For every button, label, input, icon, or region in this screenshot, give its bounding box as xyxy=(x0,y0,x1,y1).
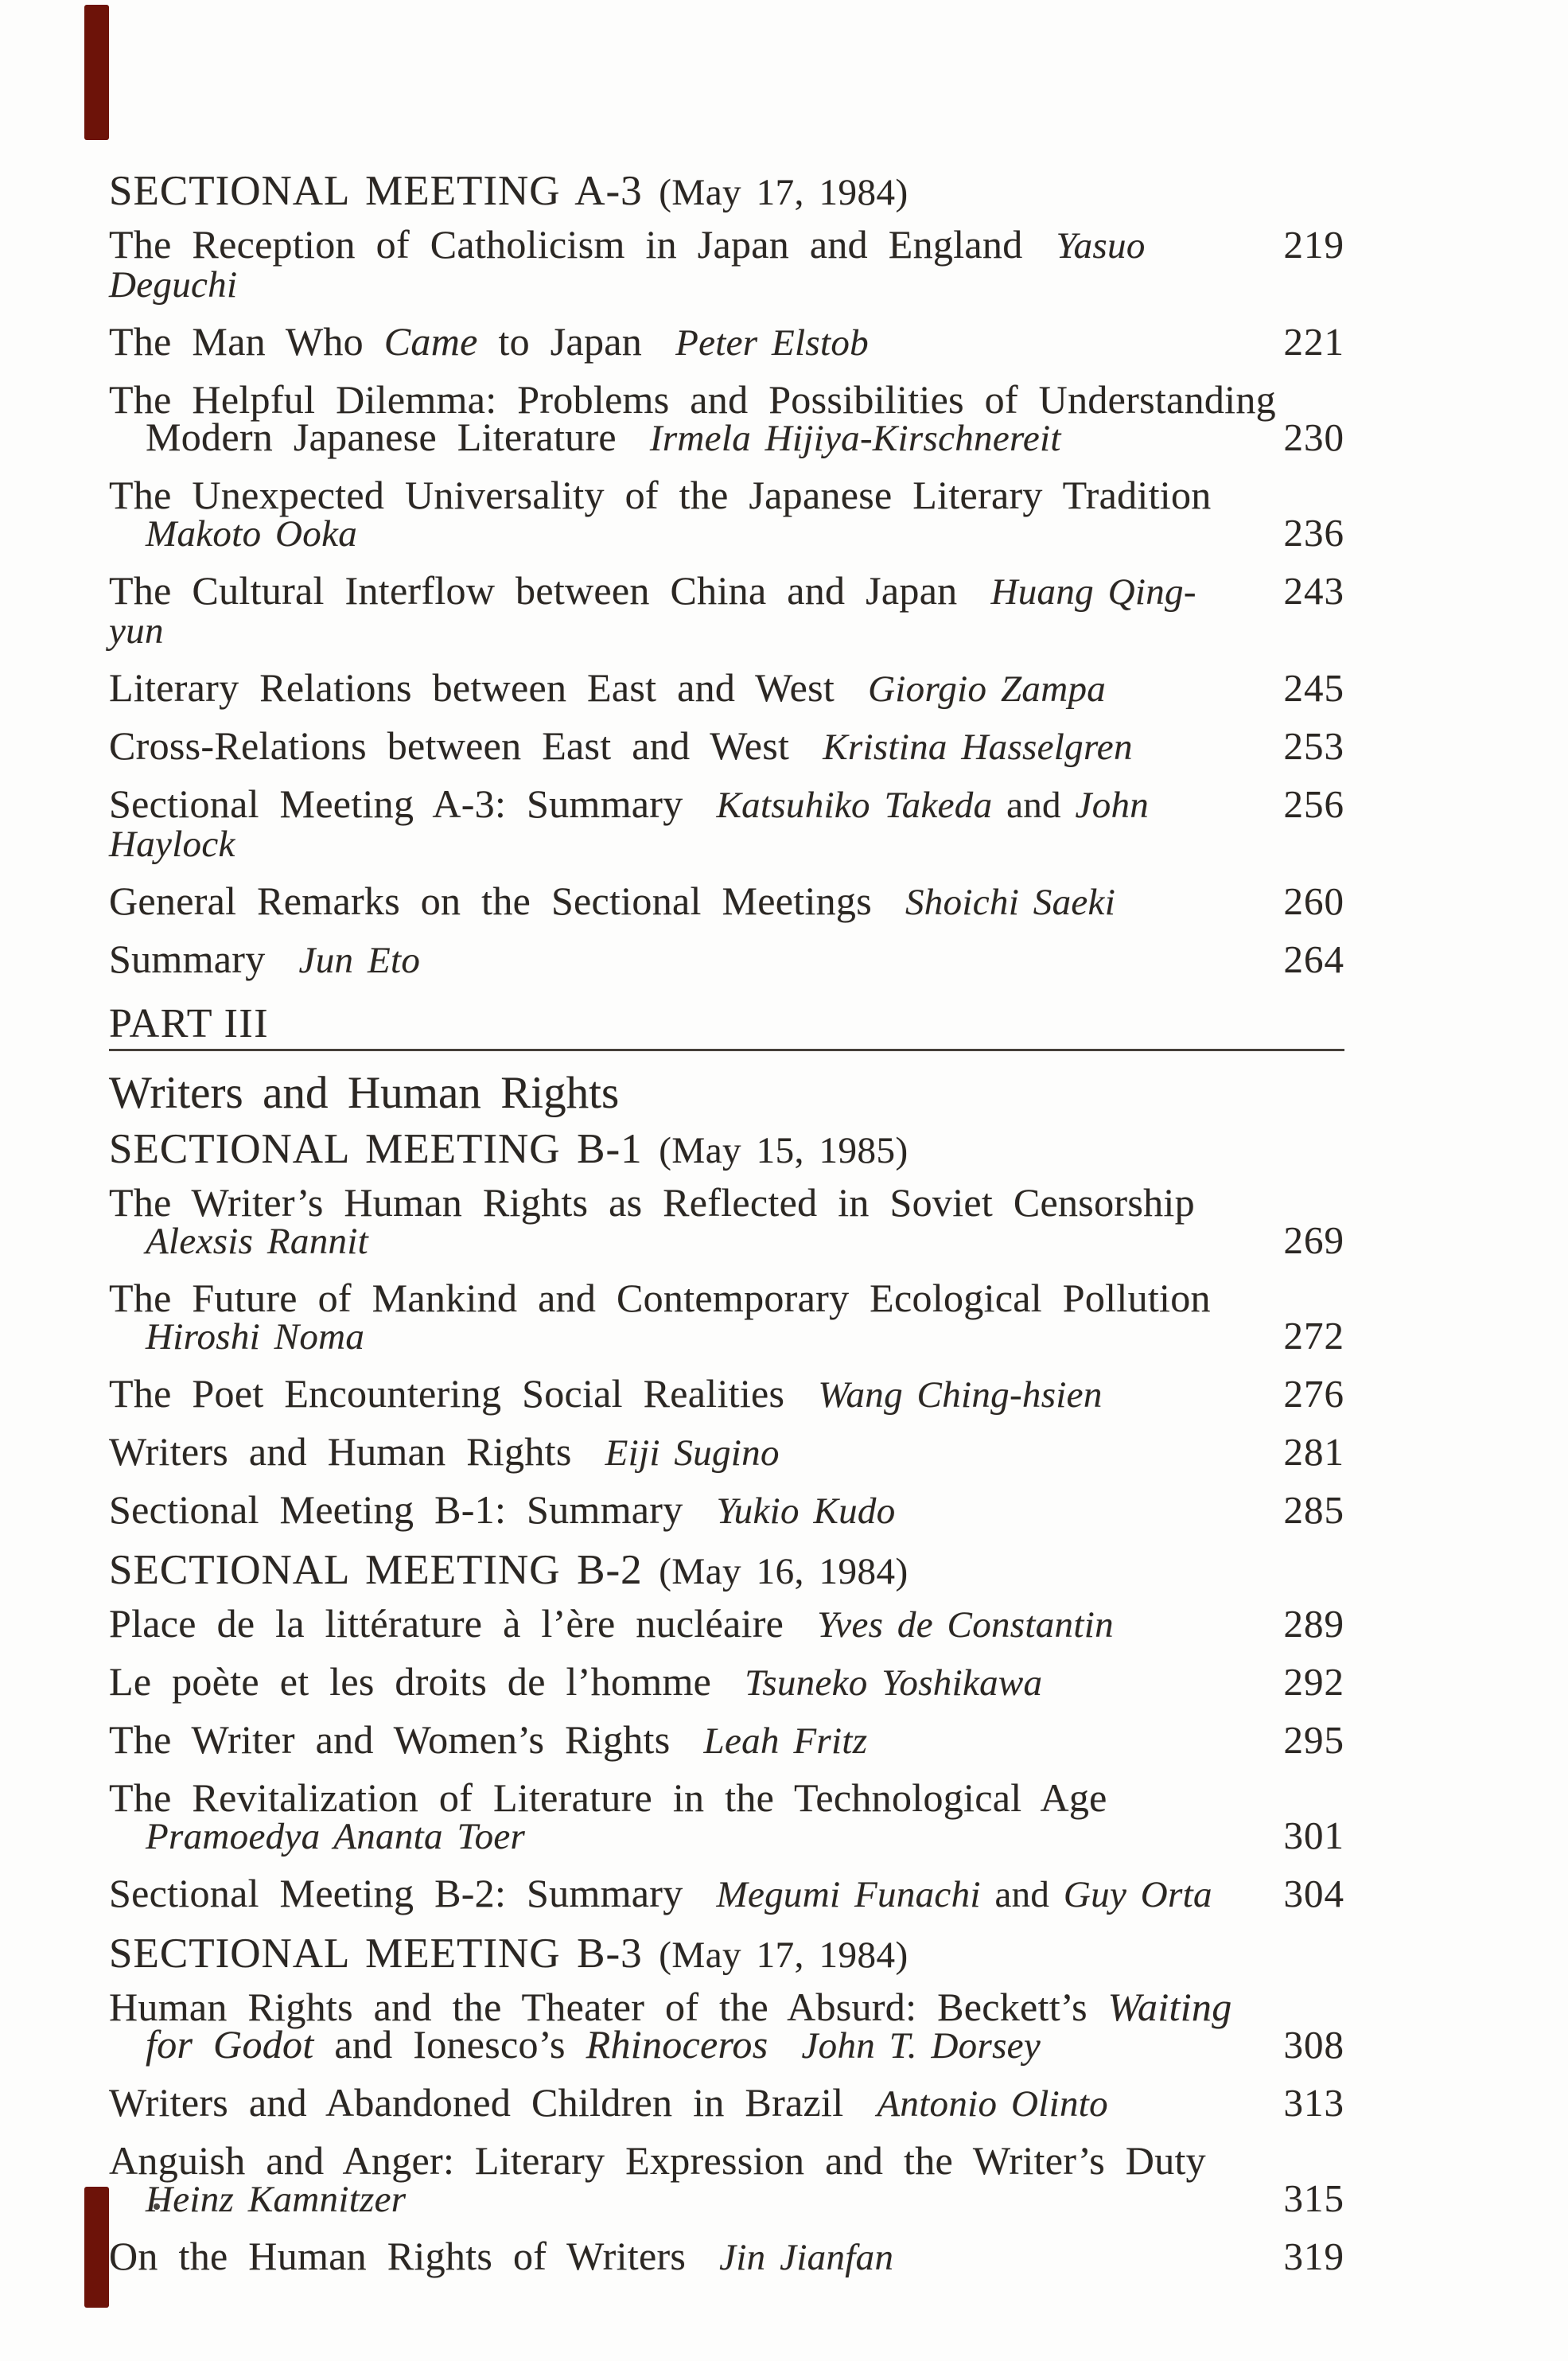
red-edge-mark-bottom xyxy=(84,2187,109,2308)
toc-entry xyxy=(109,473,1344,555)
toc-entry xyxy=(109,1429,1344,1474)
entry-author xyxy=(868,668,1106,710)
entry-author-part: Guy Orta xyxy=(1063,1874,1212,1915)
entry-text xyxy=(109,1717,1284,1762)
toc-entry xyxy=(109,879,1344,923)
toc-line xyxy=(109,1985,1344,2029)
entry-author xyxy=(817,1604,1114,1646)
toc-line xyxy=(109,1180,1344,1225)
entry-title: Rhinoceros xyxy=(586,2022,768,2067)
toc-entry xyxy=(109,665,1344,710)
entry-text xyxy=(109,2234,1284,2278)
entry-author-part: Pramoedya Ananta Toer xyxy=(146,1816,526,1857)
toc-line xyxy=(109,319,1344,364)
entry-title: Anguish and Anger: Literary Expression and the Writer’s Duty xyxy=(109,2138,1206,2183)
entry-page-number: 253 xyxy=(1283,724,1344,768)
toc-line xyxy=(109,1487,1344,1532)
entry-page-number: 221 xyxy=(1283,320,1344,364)
entry-author-part: John Haylock xyxy=(109,785,1150,865)
toc-entry xyxy=(109,1871,1344,1915)
toc-line xyxy=(109,2080,1344,2125)
entry-title: The Unexpected Universality of the Japanese Literary Tradition xyxy=(109,473,1212,517)
toc-entry xyxy=(109,1717,1344,1762)
entry-text xyxy=(109,473,1344,517)
entry-author-part: Katsuhiko Takeda xyxy=(716,785,993,826)
entry-author-part: Yasuo Deguchi xyxy=(109,225,1146,306)
entry-author xyxy=(905,882,1115,923)
entry-page-number: 256 xyxy=(1283,782,1344,826)
part-label: PART III xyxy=(109,1001,270,1046)
section-heading-date: (May 16, 1984) xyxy=(659,1551,909,1592)
entry-title: for Godot xyxy=(146,2022,314,2067)
toc-line xyxy=(109,879,1344,923)
entry-text xyxy=(109,1985,1344,2029)
entry-author-part: Kristina Hasselgren xyxy=(823,727,1133,768)
entry-page-number: 308 xyxy=(1283,2023,1344,2067)
entry-page-number: 304 xyxy=(1283,1872,1344,1915)
entry-page-number: 269 xyxy=(1283,1218,1344,1262)
entry-text xyxy=(109,1817,1284,1856)
entry-title: Came xyxy=(383,319,478,364)
entry-title: Writers and Abandoned Children in Brazil xyxy=(109,2080,844,2125)
entry-author xyxy=(802,2025,1041,2067)
toc-line xyxy=(109,1218,1344,1262)
entry-title: Place de la littérature à l’ère nucléaire xyxy=(109,1601,784,1646)
entry-title: Waiting xyxy=(1107,1985,1232,2029)
entry-author-part: Heinz Kamnitzer xyxy=(146,2179,407,2220)
toc-line xyxy=(109,1371,1344,1416)
entry-text xyxy=(109,1659,1284,1704)
toc-line xyxy=(109,1601,1344,1646)
section-heading-caps: SECTIONAL MEETING B-1 xyxy=(109,1126,659,1172)
entry-title: Le poète et les droits de l’homme xyxy=(109,1659,712,1704)
toc-line xyxy=(109,511,1344,555)
toc-line xyxy=(109,2176,1344,2220)
entry-author-part: Yves de Constantin xyxy=(817,1604,1114,1646)
entry-page-number: 260 xyxy=(1283,879,1344,923)
entry-text xyxy=(109,2180,1284,2219)
entry-author xyxy=(299,940,421,981)
red-edge-mark-top xyxy=(84,5,109,140)
entry-author-part: John T. Dorsey xyxy=(801,2025,1041,2067)
section-heading-date: (May 15, 1985) xyxy=(659,1130,909,1171)
entry-title: The Cultural Interflow between China and Japan xyxy=(109,568,958,613)
toc-line xyxy=(109,1775,1344,1820)
toc-line xyxy=(109,1314,1344,1358)
toc-entry xyxy=(109,1659,1344,1704)
entry-page-number: 276 xyxy=(1283,1372,1344,1416)
entry-page-number: 245 xyxy=(1283,666,1344,710)
entry-page-number: 243 xyxy=(1283,569,1344,613)
toc-line xyxy=(109,937,1344,981)
entry-title: The Revitalization of Literature in the Technological Age xyxy=(109,1775,1107,1820)
entry-text xyxy=(109,222,1284,306)
entry-author-part: and xyxy=(980,1874,1064,1915)
toc-entry xyxy=(109,319,1344,364)
toc-line xyxy=(109,473,1344,517)
entry-text xyxy=(109,1276,1344,1320)
entry-text xyxy=(109,1601,1284,1646)
entry-author-part: Tsuneko Yoshikawa xyxy=(745,1662,1043,1704)
section-heading xyxy=(109,1128,1344,1172)
entry-title: Modern Japanese Literature xyxy=(146,415,617,459)
toc-line xyxy=(109,2234,1344,2278)
entry-author xyxy=(650,418,1061,459)
entry-author-part: and xyxy=(992,785,1076,826)
entry-author-part: Giorgio Zampa xyxy=(868,668,1107,710)
toc-entry xyxy=(109,568,1344,652)
entry-title: and Ionesco’s xyxy=(313,2022,586,2067)
entry-author xyxy=(704,1720,868,1762)
toc-line xyxy=(109,1717,1344,1762)
entry-title: The Poet Encountering Social Realities xyxy=(109,1371,785,1416)
entry-author xyxy=(818,1374,1102,1416)
toc-entry xyxy=(109,377,1344,459)
toc-line xyxy=(109,1814,1344,1857)
entry-author xyxy=(146,513,357,555)
toc-line xyxy=(109,1276,1344,1320)
entry-author xyxy=(146,2179,406,2220)
entry-title: Cross-Relations between East and West xyxy=(109,723,790,768)
entry-page-number: 319 xyxy=(1283,2234,1344,2278)
entry-author-part: Jun Eto xyxy=(298,940,421,981)
toc-entry xyxy=(109,222,1344,306)
entry-title: Literary Relations between East and West xyxy=(109,665,835,710)
entry-page-number: 272 xyxy=(1283,1314,1344,1358)
entry-author-part: Shoichi Saeki xyxy=(905,882,1116,923)
entry-author-part: Hiroshi Noma xyxy=(146,1316,365,1358)
section-heading-date: (May 17, 1984) xyxy=(659,1934,909,1976)
entry-page-number: 219 xyxy=(1283,223,1344,267)
toc-entry xyxy=(109,2234,1344,2278)
entry-text xyxy=(109,2138,1344,2183)
entry-title: On the Human Rights of Writers xyxy=(109,2234,687,2278)
section-heading xyxy=(109,1549,1344,1593)
entry-text xyxy=(109,1180,1344,1225)
entry-title: The Helpful Dilemma: Problems and Possibilities of Understanding xyxy=(109,377,1276,422)
entry-author-part: Megumi Funachi xyxy=(716,1874,981,1915)
toc-entry xyxy=(109,2080,1344,2125)
entry-title: The Reception of Catholicism in Japan and England xyxy=(109,222,1023,267)
toc-entry xyxy=(109,2138,1344,2220)
entry-author-part: Antonio Olinto xyxy=(877,2083,1108,2125)
toc-entry xyxy=(109,1487,1344,1532)
entry-text xyxy=(109,937,1284,981)
entry-title: Writers and Human Rights xyxy=(109,1429,572,1474)
toc-line xyxy=(109,377,1344,422)
entry-author xyxy=(717,1874,1212,1915)
part-title: Writers and Human Rights xyxy=(109,1068,620,1118)
entry-title: General Remarks on the Sectional Meetings xyxy=(109,879,872,923)
entry-page-number: 295 xyxy=(1283,1718,1344,1762)
toc-entry xyxy=(109,937,1344,981)
section-heading-caps: SECTIONAL MEETING B-2 xyxy=(109,1547,659,1593)
entry-text xyxy=(109,723,1284,768)
entry-page-number: 281 xyxy=(1283,1430,1344,1474)
entry-page-number: 236 xyxy=(1283,511,1344,555)
section-heading xyxy=(109,170,1344,214)
entry-text xyxy=(109,665,1284,710)
part-divider xyxy=(109,1003,1344,1117)
toc-entry xyxy=(109,1180,1344,1262)
entry-author xyxy=(146,1221,368,1262)
entry-title: Summary xyxy=(109,937,266,981)
toc-line xyxy=(109,1871,1344,1915)
entry-author xyxy=(605,1432,780,1474)
entry-author-part: Huang Qing-yun xyxy=(109,571,1196,652)
entry-text xyxy=(109,1429,1284,1474)
entry-author-part: Alexsis Rannit xyxy=(146,1221,369,1262)
entry-text xyxy=(109,1371,1284,1416)
section-heading-date: (May 17, 1984) xyxy=(659,172,909,213)
entry-title: The Writer and Women’s Rights xyxy=(109,1717,671,1762)
section-heading xyxy=(109,1930,1344,1977)
entry-author xyxy=(745,1662,1042,1704)
entry-page-number: 315 xyxy=(1283,2176,1344,2220)
entry-author xyxy=(675,322,869,364)
entry-title: The Man Who xyxy=(109,319,384,364)
entry-page-number: 264 xyxy=(1283,937,1344,981)
toc-line xyxy=(109,2022,1344,2067)
entry-author xyxy=(877,2083,1108,2125)
entry-author xyxy=(823,727,1133,768)
toc-line xyxy=(109,723,1344,768)
entry-text xyxy=(109,2022,1284,2067)
part-rule xyxy=(109,1049,1344,1051)
entry-author xyxy=(719,2237,893,2278)
entry-text xyxy=(109,1221,1284,1260)
entry-text xyxy=(109,781,1284,865)
toc-entry xyxy=(109,1276,1344,1358)
entry-page-number: 230 xyxy=(1283,415,1344,459)
entry-page-number: 289 xyxy=(1283,1602,1344,1646)
toc-line xyxy=(109,415,1344,459)
toc-entry xyxy=(109,1985,1344,2067)
entry-author xyxy=(717,1490,896,1532)
entry-author xyxy=(146,1316,364,1358)
entry-author-part: Leah Fritz xyxy=(703,1720,868,1762)
entry-author xyxy=(146,1816,525,1857)
entry-title: to Japan xyxy=(477,319,643,364)
table-of-contents xyxy=(109,159,1344,2296)
toc-entry xyxy=(109,1775,1344,1857)
entry-text xyxy=(109,415,1284,459)
toc-entry xyxy=(109,723,1344,768)
toc-line xyxy=(109,2138,1344,2183)
entry-title: Sectional Meeting B-2: Summary xyxy=(109,1871,683,1915)
toc-line xyxy=(109,781,1344,865)
entry-text xyxy=(109,1487,1284,1532)
entry-text xyxy=(109,1775,1344,1820)
entry-author-part: Wang Ching-hsien xyxy=(818,1374,1103,1416)
entry-text xyxy=(109,514,1284,553)
section-heading-caps: SECTIONAL MEETING A-3 xyxy=(109,168,659,214)
entry-author-part: Makoto Ooka xyxy=(146,513,358,555)
entry-author-part: Peter Elstob xyxy=(675,322,869,364)
entry-text xyxy=(109,319,1284,364)
entry-title: Human Rights and the Theater of the Absurd: Beckett’s xyxy=(109,1985,1108,2029)
entry-page-number: 285 xyxy=(1283,1488,1344,1532)
toc-line xyxy=(109,1429,1344,1474)
entry-text xyxy=(109,1317,1284,1356)
toc-entry xyxy=(109,1601,1344,1646)
toc-line xyxy=(109,222,1344,306)
entry-text xyxy=(109,568,1284,652)
entry-page-number: 292 xyxy=(1283,1660,1344,1704)
entry-author-part: Irmela Hijiya-Kirschnereit xyxy=(649,418,1061,459)
entry-text xyxy=(109,2080,1284,2125)
entry-title: Sectional Meeting A-3: Summary xyxy=(109,781,683,826)
toc-line xyxy=(109,665,1344,710)
toc-line xyxy=(109,1659,1344,1704)
entry-page-number: 301 xyxy=(1283,1814,1344,1857)
entry-title: Sectional Meeting B-1: Summary xyxy=(109,1487,683,1532)
entry-title: The Writer’s Human Rights as Reflected in Soviet Censorship xyxy=(109,1180,1195,1225)
toc-entry xyxy=(109,781,1344,865)
toc-line xyxy=(109,568,1344,652)
entry-text xyxy=(109,1871,1284,1915)
entry-text xyxy=(109,879,1284,923)
entry-author-part: Jin Jianfan xyxy=(719,2237,894,2278)
entry-page-number: 313 xyxy=(1283,2081,1344,2125)
entry-text xyxy=(109,377,1344,422)
section-heading-caps: SECTIONAL MEETING B-3 xyxy=(109,1930,659,1977)
entry-title: The Future of Mankind and Contemporary Ecological Pollution xyxy=(109,1276,1211,1320)
entry-author-part: Eiji Sugino xyxy=(605,1432,780,1474)
toc-entry xyxy=(109,1371,1344,1416)
entry-author-part: Yukio Kudo xyxy=(716,1490,896,1532)
